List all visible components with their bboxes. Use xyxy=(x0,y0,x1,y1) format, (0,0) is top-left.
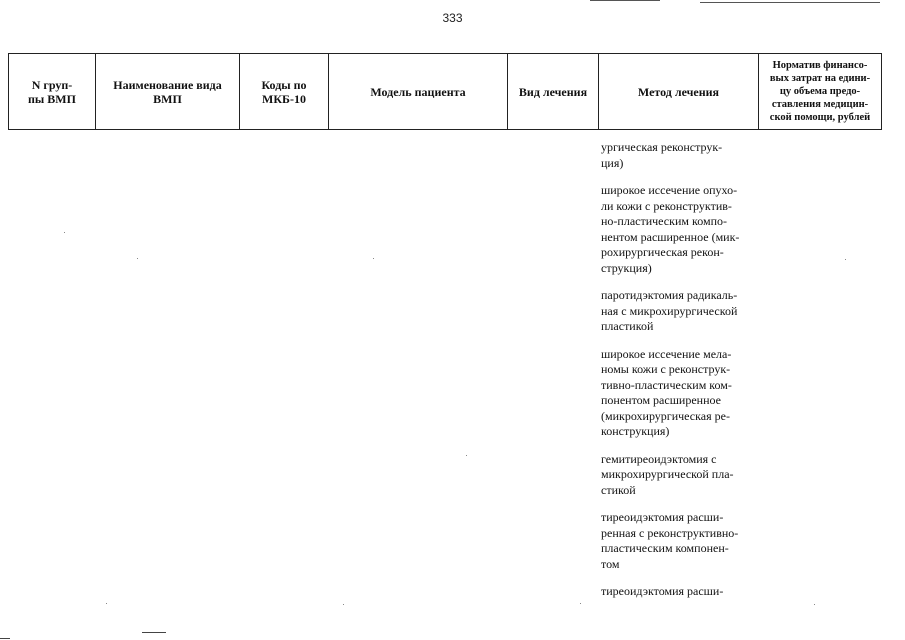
header-icd-codes xyxy=(240,54,329,130)
header-row xyxy=(9,54,882,130)
scan-speck xyxy=(343,604,344,605)
method-item: широкое иссечение опухо- ли кожи с реконструктив- но-пластическим компо- нентом расширенное (мик- рохирургическая рекон- струкция) xyxy=(601,183,740,275)
method-item: широкое иссечение мела- номы кожи с реконструк- тивно-пластическим ком- понентом расширенное (микрохирургическая ре- конструкция) xyxy=(601,346,732,438)
scan-edge-line xyxy=(142,632,166,633)
header-text: Метод лечения xyxy=(637,84,720,99)
scan-speck xyxy=(580,603,581,604)
method-item: гемитиреоидэктомия с микрохирургической пла- стикой xyxy=(601,451,734,497)
scan-edge-line xyxy=(590,0,660,1)
header-text: Норматив финансо- вых затрат на едини- цу объема предо- ставления медицин- ской помощи, рублей xyxy=(769,60,871,123)
header-patient-model xyxy=(329,54,508,130)
header-treatment-method xyxy=(599,54,759,130)
header-text: Наименование вида ВМП xyxy=(113,77,222,106)
scan-speck xyxy=(373,258,374,259)
header-vmp-name xyxy=(96,54,240,130)
scan-edge-line xyxy=(0,638,10,639)
page-number: 333 xyxy=(442,11,463,25)
method-item: ургическая реконструк- ция) xyxy=(601,140,723,170)
treatment-method-column xyxy=(601,140,756,612)
scan-edge-line xyxy=(700,2,880,3)
header-text: Вид лечения xyxy=(518,84,588,99)
scan-speck xyxy=(814,604,815,605)
scan-speck xyxy=(106,603,107,604)
header-cost-norm xyxy=(759,54,882,130)
table-header xyxy=(8,53,882,130)
scan-speck xyxy=(64,232,65,233)
scan-speck xyxy=(845,259,846,260)
header-group-number xyxy=(9,54,96,130)
header-text: N груп- пы ВМП xyxy=(28,77,76,106)
scan-speck xyxy=(137,258,138,259)
header-text: Модель пациента xyxy=(370,84,466,99)
header-treatment-type xyxy=(508,54,599,130)
header-text: Коды по МКБ-10 xyxy=(261,77,307,106)
scan-speck xyxy=(466,455,467,456)
method-item: тиреоидэктомия расши- ренная с реконструктивно- пластическим компонен- том xyxy=(601,510,739,571)
method-item: паротидэктомия радикаль- ная с микрохирургической пластикой xyxy=(601,288,738,333)
method-item: тиреоидэктомия расши- xyxy=(601,584,724,598)
